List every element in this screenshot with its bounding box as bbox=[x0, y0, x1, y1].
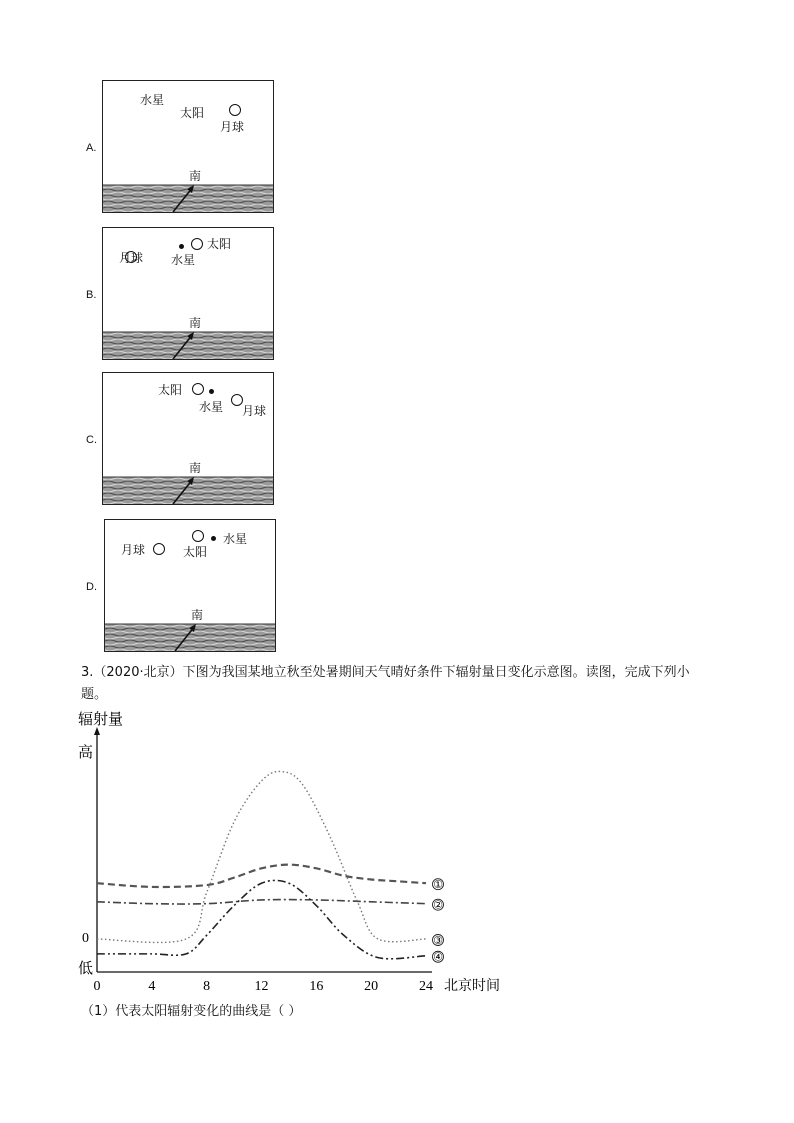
x-tick-label: 0 bbox=[93, 979, 101, 994]
y-axis-label: 辐射量 bbox=[78, 710, 124, 728]
sun-label: 太阳 bbox=[180, 106, 205, 120]
sky-panel bbox=[104, 519, 276, 652]
sky-panel bbox=[102, 227, 274, 360]
option-label: A. bbox=[86, 142, 97, 154]
option-label: D. bbox=[86, 581, 97, 593]
mercury-dot bbox=[179, 244, 184, 249]
question-line-1: 3.（2020·北京）下图为我国某地立秋至处暑期间天气晴好条件下辐射量日变化示意图。读图，完成下列小 bbox=[81, 665, 690, 680]
horizon-ground bbox=[103, 373, 273, 504]
moon-circle bbox=[229, 104, 241, 116]
series-line-3 bbox=[97, 771, 426, 942]
south-label: 南 bbox=[189, 316, 202, 330]
mercury-dot bbox=[209, 389, 214, 394]
moon-label: 月球 bbox=[220, 120, 245, 134]
series-label: ④ bbox=[433, 950, 443, 964]
x-tick-label: 20 bbox=[364, 979, 379, 994]
sky-panel bbox=[102, 80, 274, 213]
mercury-label: 水星 bbox=[171, 253, 196, 267]
south-label: 南 bbox=[189, 461, 202, 475]
x-tick-label: 16 bbox=[309, 979, 324, 994]
sun-label: 太阳 bbox=[207, 237, 232, 251]
sub-question-1: （1）代表太阳辐射变化的曲线是（ ） bbox=[81, 1004, 302, 1019]
horizon-ground bbox=[103, 81, 273, 212]
series-label: ② bbox=[433, 898, 443, 912]
x-tick-label: 4 bbox=[148, 979, 156, 994]
question-line-2: 题。 bbox=[81, 687, 108, 702]
sun-label: 太阳 bbox=[183, 545, 208, 559]
x-axis-label: 北京时间 bbox=[444, 978, 500, 994]
mercury-label: 水星 bbox=[199, 400, 224, 414]
sun-circle bbox=[192, 383, 204, 395]
sun-circle bbox=[191, 238, 203, 250]
option-label: C. bbox=[86, 434, 97, 446]
mercury-dot bbox=[211, 536, 216, 541]
x-tick-label: 24 bbox=[419, 979, 433, 994]
series-label: ③ bbox=[433, 934, 443, 947]
sky-panel bbox=[102, 372, 274, 505]
south-label: 南 bbox=[189, 169, 202, 183]
x-tick-label: 8 bbox=[203, 979, 211, 994]
series-line-2 bbox=[97, 900, 426, 904]
moon-label: 月球 bbox=[121, 543, 146, 557]
y-low-label: 低 bbox=[78, 959, 94, 977]
series-label: ① bbox=[433, 878, 443, 892]
horizon-ground bbox=[105, 520, 275, 651]
south-label: 南 bbox=[191, 608, 204, 622]
y-axis-arrow bbox=[94, 727, 100, 735]
mercury-label: 水星 bbox=[223, 532, 248, 546]
y-zero-label: 0 bbox=[82, 931, 89, 946]
series-line-4 bbox=[97, 880, 426, 958]
option-label: B. bbox=[86, 289, 97, 301]
x-tick-label: 12 bbox=[254, 979, 269, 994]
y-high-label: 高 bbox=[78, 743, 94, 761]
moon-label: 月球 bbox=[242, 404, 267, 418]
sun-circle bbox=[192, 530, 204, 542]
horizon-ground bbox=[103, 228, 273, 359]
moon-circle bbox=[153, 543, 165, 555]
radiation-chart bbox=[70, 705, 530, 1000]
mercury-label: 水星 bbox=[140, 93, 165, 107]
moon-label: 月球 bbox=[119, 251, 144, 265]
sun-label: 太阳 bbox=[158, 383, 183, 397]
